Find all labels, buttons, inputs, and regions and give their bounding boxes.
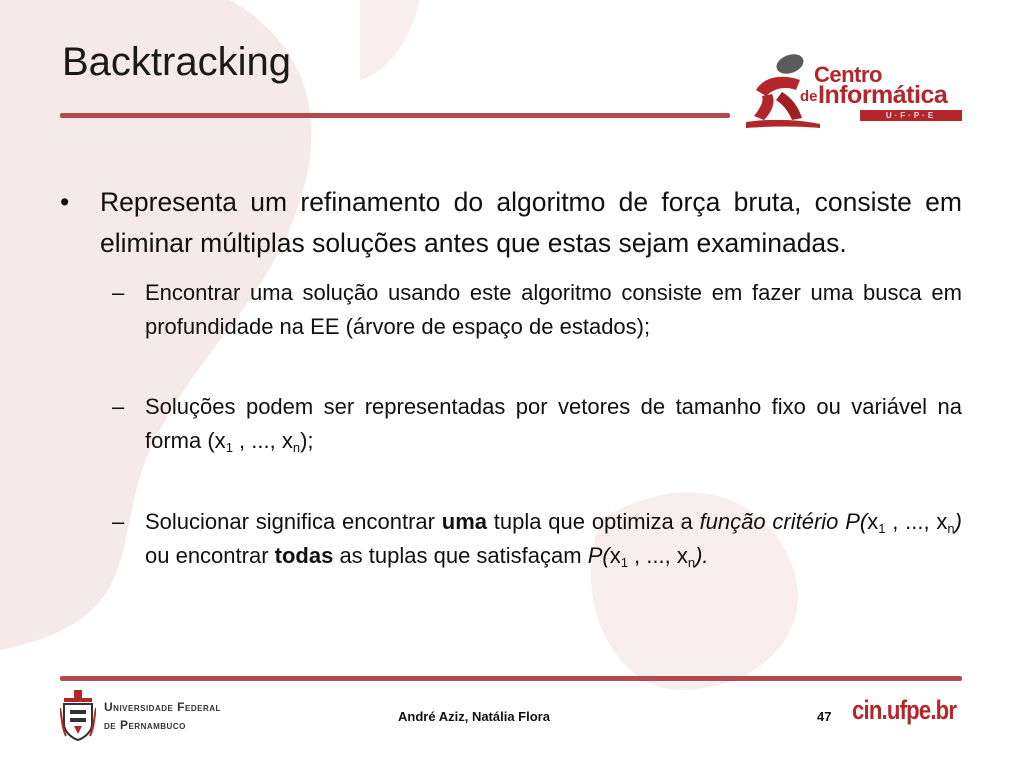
page-number: 47 (817, 709, 832, 724)
emphasis-uma: uma (441, 509, 488, 534)
emphasis-funcao-criterio: função critério (699, 509, 839, 534)
dash-marker: – (112, 509, 125, 534)
ufpe-name-line1: Universidade Federal (104, 700, 221, 714)
centro-informatica-logo (742, 46, 967, 130)
emphasis-todas: todas (274, 543, 334, 568)
footer-authors: André Aziz, Natália Flora (398, 709, 550, 724)
sub-bullet-2 (60, 390, 962, 458)
footer-url-logo: cin.ufpe.br (852, 695, 957, 725)
logo-text-de: de (800, 88, 818, 105)
bullet-marker: • (60, 187, 70, 217)
ufpe-logo (60, 688, 250, 748)
slide-title: Backtracking (62, 40, 291, 84)
logo-text-centro: Centro (814, 62, 882, 87)
sub-bullet-1-text: Encontrar uma solução usando este algoritmo consiste em fazer uma busca em profundidade na EE (árvore de espaço de estados); (145, 280, 962, 339)
dash-marker: – (112, 394, 125, 419)
dash-marker: – (112, 280, 125, 305)
sub-bullet-3 (60, 505, 962, 573)
sub-bullet-2-text: Soluções podem ser representadas por vetores de tamanho fixo ou variável na forma ($x_1$ , ..., $x_n$); (145, 394, 962, 455)
ufpe-crest-icon (60, 688, 96, 744)
logo-text-informatica: Informática (818, 81, 948, 109)
main-bullet (60, 182, 962, 264)
title-divider (60, 113, 730, 118)
logo-ufpe-strip: U·F·P·E (860, 110, 962, 121)
sub-bullet-3-text: Solucionar significa encontrar uma tupla que optimiza a função critério $P(x_1$ , ..., $x_n$) ou encontrar todas as tuplas que satisfaçam $P(x_1$ , ..., $x_n$). (145, 509, 962, 570)
ufpe-name-line2: de Pernambuco (104, 718, 186, 732)
slide-body (60, 182, 962, 573)
sub-bullet-1 (60, 276, 962, 344)
main-bullet-text: Representa um refinamento do algoritmo de força bruta, consiste em eliminar múltiplas soluções antes que estas sejam examinadas. (100, 187, 962, 258)
footer-divider (60, 676, 962, 681)
